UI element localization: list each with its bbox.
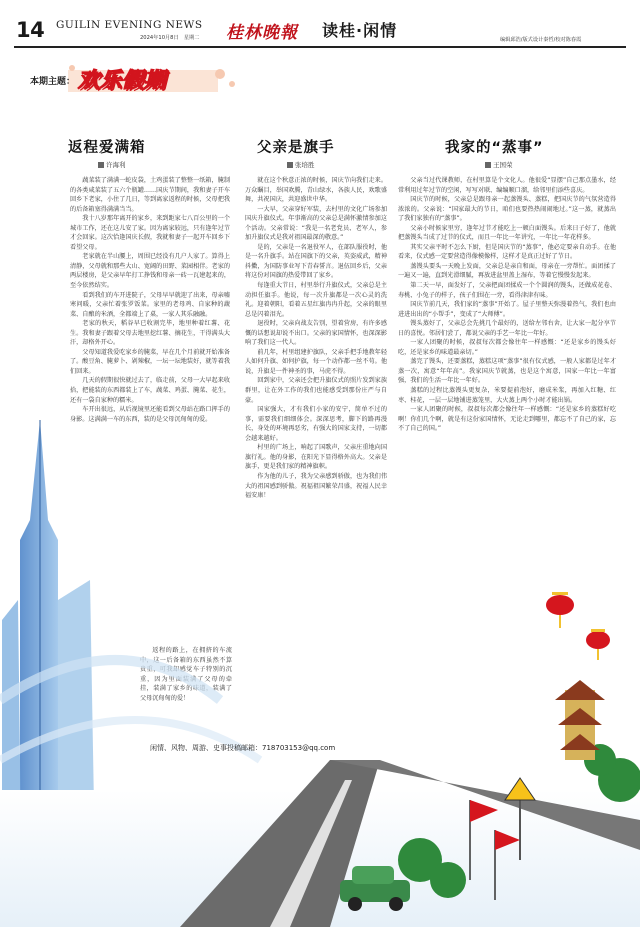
paragraph: 我十八岁那年离开的家乡，来到距家七八百公里的一个城市工作，还在这儿安了家。因为离家较远，只有逢年过节才会回家。这次恰逢国庆长假，我就和妻子一起开车回乡下看望父母。 <box>70 215 230 251</box>
road-sign-icon <box>505 778 535 860</box>
paragraph: 国庆节前几天，我们家的“蒸事”开始了。屋子里整天弥漫着热气，我们也由进进出出的“小帮手”，变成了“大师傅”。 <box>398 301 616 318</box>
article-title-3: 我家的“蒸事” <box>445 140 544 156</box>
paragraph: 父亲当过代课教师，在村里算是个文化人。他很爱“显摆”自己那点墨水，经常利用过年过节的空闲，写写对联、编编顺口溜，给邻里们添些喜庆。 <box>398 177 616 194</box>
paragraph: 其实父亲平时不怎么下厨，但是国庆节的“蒸事”，他必定要亲自动手。在他看来，仪式感一定要营造得像模像样，这样才是真正过好了节日。 <box>398 243 616 261</box>
paragraph: 蒸馒头要头一天晚上发面，父亲总是亲自和面，母亲在一旁帮忙。面团揉了一遍又一遍，直到光滑细腻，再放进盆里盖上湿布，等着它慢慢发起来。 <box>398 262 616 280</box>
paragraph: 村里的广场上，响起了国歌声，父亲庄重地向国旗行礼。他的身影，在阳光下显得格外高大。父亲是旗手，更是我们家的精神旗帜。 <box>245 444 387 471</box>
paragraph: 父亲小时候家里穷，逢年过节才能吃上一顿白面馒头。后来日子好了，他就把蒸馒头当成了过节的仪式，而且一年比一年讲究，一年比一年花样多。 <box>398 224 616 242</box>
article-body-1-continued <box>140 646 232 746</box>
article-title-1: 返程爱满箱 <box>68 140 146 156</box>
article-body-1 <box>70 176 230 646</box>
paragraph: 返程的路上，在拥挤的车流中，这一后备箱的东西虽然不算贵重，可我却感觉车子特别的沉重，因为里面装满了父母的牵挂，装满了家乡的味道，装满了父母沉甸甸的爱！ <box>140 647 232 702</box>
newspaper-english-name: GUILIN EVENING NEWS <box>56 19 203 31</box>
paragraph: 国家强大，才有我们小家的安宁，简单不过的事，需要我们细细体会。深深思考，脚下的路再漫长，身处的环境再恶劣，有强大的国家支持，一切都会越来越好。 <box>245 406 387 442</box>
paragraph: 退役时，父亲向战友告别，望着营房，有许多感慨的话想说却说不出口。父亲的家国情怀，也深深影响了我们这一代人。 <box>245 320 387 347</box>
paragraph: 馒头蒸好了，父亲总会先挑几个最好的，送给左邻右舍，让大家一起分享节日的喜悦。邻居们尝了，都说父亲的手艺一年比一年好。 <box>398 320 616 337</box>
paragraph: 就在这个秋意正浓的时候，国庆节向我们走来。万众瞩目，举国欢腾，青山绿水，各族人民，欢歌盛舞，共祝国庆，共迎盛世中华。 <box>245 177 387 204</box>
page-number: 14 <box>16 18 45 42</box>
paragraph: 前几年，村里组建护旗队，父亲手把手地教年轻人如何升旗、如何护旗，每一个动作都一丝不苟。他说，升旗是一件神圣的事，马虎不得。 <box>245 348 387 375</box>
pagoda-icon <box>555 680 605 760</box>
paragraph: 蒸糕的过程比蒸馒头更复杂，米要提前泡好，磨成米浆，再加入红糖、红枣、桂花，一层一层地铺进蒸笼里，大火蒸上两个小时才能出锅。 <box>398 387 616 404</box>
author-name: 王国荣 <box>493 161 513 169</box>
red-flag-icon <box>470 800 520 900</box>
author-name: 许海利 <box>106 161 126 169</box>
author-name: 张培胜 <box>295 161 315 169</box>
paragraph: 车开出很远，从后视镜里还能看到父母站在路口挥手的身影。这满满一车的东西，装的是父母沉甸甸的爱。 <box>70 406 230 423</box>
author-marker <box>485 162 491 168</box>
paragraph: 看到我们的车开进院子，父母早早就迎了出来，母亲嘘寒问暖，父亲忙着张罗饭菜。家里的老母鸡、自家种的蔬菜、自酿的米酒，全都端上了桌，一家人其乐融融。 <box>70 291 230 318</box>
section-name: 读桂·闲情 <box>322 21 398 40</box>
article-body-2 <box>245 176 387 746</box>
paragraph: 一家人团聚的时候，叔叔每次都会像往年一样感慨：“还是家乡的蒸糕好吃啊！你们几个啊，就是有这份家国情怀，无论走到哪里，都忘不了自己的家，忘不了自己的国。” <box>398 406 616 433</box>
author-marker <box>287 162 293 168</box>
article-title-2: 父亲是旗手 <box>257 140 335 156</box>
paragraph: 几天的假期很快就过去了，临走前，父母一大早起来收拾，把能装的东西都装上了车，蔬菜、鸡蛋、腌菜、花生，还有一袋自家种的糯米。 <box>70 377 230 404</box>
paragraph: 每逢重大节日，村里举行升旗仪式，父亲总是主动担任旗手。他说，每一次升旗都是一次心灵的洗礼。迎着朝阳，看着五星红旗冉冉升起，父亲的眼里总是闪着泪光。 <box>245 282 387 318</box>
theme-label: 本期主题： <box>30 77 76 87</box>
car-icon <box>340 866 410 911</box>
paragraph: 蒸完了馒头，还要蒸糕，蒸糕这项“蒸事”很有仪式感，一般人家都是过年才蒸一次，寓意“年年高”。我家国庆节就蒸，也是这个寓意，国家一年比一年富强，我们的生活一年比一年好。 <box>398 358 616 385</box>
header-rule <box>14 46 626 48</box>
masthead <box>0 0 640 48</box>
publication-date: 2024年10月8日 星期二 <box>140 35 200 41</box>
newspaper-logo: 桂林晚報 <box>226 23 298 43</box>
theme-title: 欢乐假期 <box>78 68 166 92</box>
paragraph: 老家的秋天，稻谷早已收割完毕，地里种着红薯、花生。我和妻子跟着父母去地里挖红薯、摘花生，干得满头大汗，却格外开心。 <box>70 320 230 347</box>
article-body-3 <box>398 176 616 661</box>
article-author-1 <box>98 160 126 169</box>
paragraph: 老家就在半山腰上，周围已经没有几户人家了。算得上清静，父母就和那些大山、宽阔的田野、菜园相伴。老家的两层楼房，是父亲早年打工挣钱和母亲一砖一瓦建起来的，至今依然结实。 <box>70 253 230 290</box>
paragraph: 第二天一早，面发好了，父亲把面团揉成一个个圆润的馒头，还做成花卷、寿桃、小兔子的样子，孩子们围在一旁，看得津津有味。 <box>398 282 616 299</box>
paragraph: 是的，父亲是一名退役军人，在部队服役时，他是一名升旗手。站在国旗下的父亲，英姿威武，精神抖擞，为国防事业写下青春誓言。退伍回乡后，父亲将这份对国旗的热爱带回了家乡。 <box>245 243 387 280</box>
paragraph: 国庆节的时候，父亲总是跟母亲一起蒸馒头、蒸糕，把国庆节的气氛营造得浓浓的。父亲说：“国家最大的节日，咱们也要热热闹闹地过。”这一蒸，就蒸出了我们家独有的“蒸事”。 <box>398 196 616 223</box>
author-marker <box>98 162 104 168</box>
paragraph: 蔬菜装了满满一蛇皮袋，土鸡蛋装了整整一纸箱，腌制的各类咸菜装了五六个瓶罐……国庆节期间，我和妻子开车回乡下老家，小住了几日，等到离家返程的时候，父母把我的后备箱塞得满满当当。 <box>70 177 230 213</box>
paragraph: 父母知道我爱吃家乡的腌菜，早在几个月前就开始准备了。酸豆角、腌萝卜、剁辣椒，一坛一坛地装好，就等着我们回来。 <box>70 348 230 375</box>
submission-footer: 闲情、风物、周游、史事投稿邮箱：718703153@qq.com <box>150 744 336 752</box>
paragraph: 一大早，父亲穿好军装，去村里的文化广场参加国庆升旗仪式。年事渐高的父亲总是满怀激情参加这个活动。父亲常说：“我是一名老党员、老军人，参加升旗仪式是我对祖国最深的敬意。” <box>245 205 387 242</box>
paragraph: 一家人团聚的时候，叔叔每次都会像往年一样感慨：“还是家乡的馒头好吃，还是家乡的味道最亲切。” <box>398 339 616 356</box>
paragraph: 作为他的儿子，我为父亲感到骄傲，也为我们伟大的祖国感到骄傲。祝福祖国繁荣昌盛，祝福人民幸福安康！ <box>245 472 387 500</box>
paragraph: 回到家中，父亲还会把升旗仪式的照片发到家族群里，让在外工作的我们也能感受到那份庄严与自豪。 <box>245 377 387 404</box>
staff-credits: 编辑邱浩/版式设计秦哲/校对陈春霞 <box>500 37 582 43</box>
article-author-2 <box>287 160 315 169</box>
article-author-3 <box>485 160 513 169</box>
